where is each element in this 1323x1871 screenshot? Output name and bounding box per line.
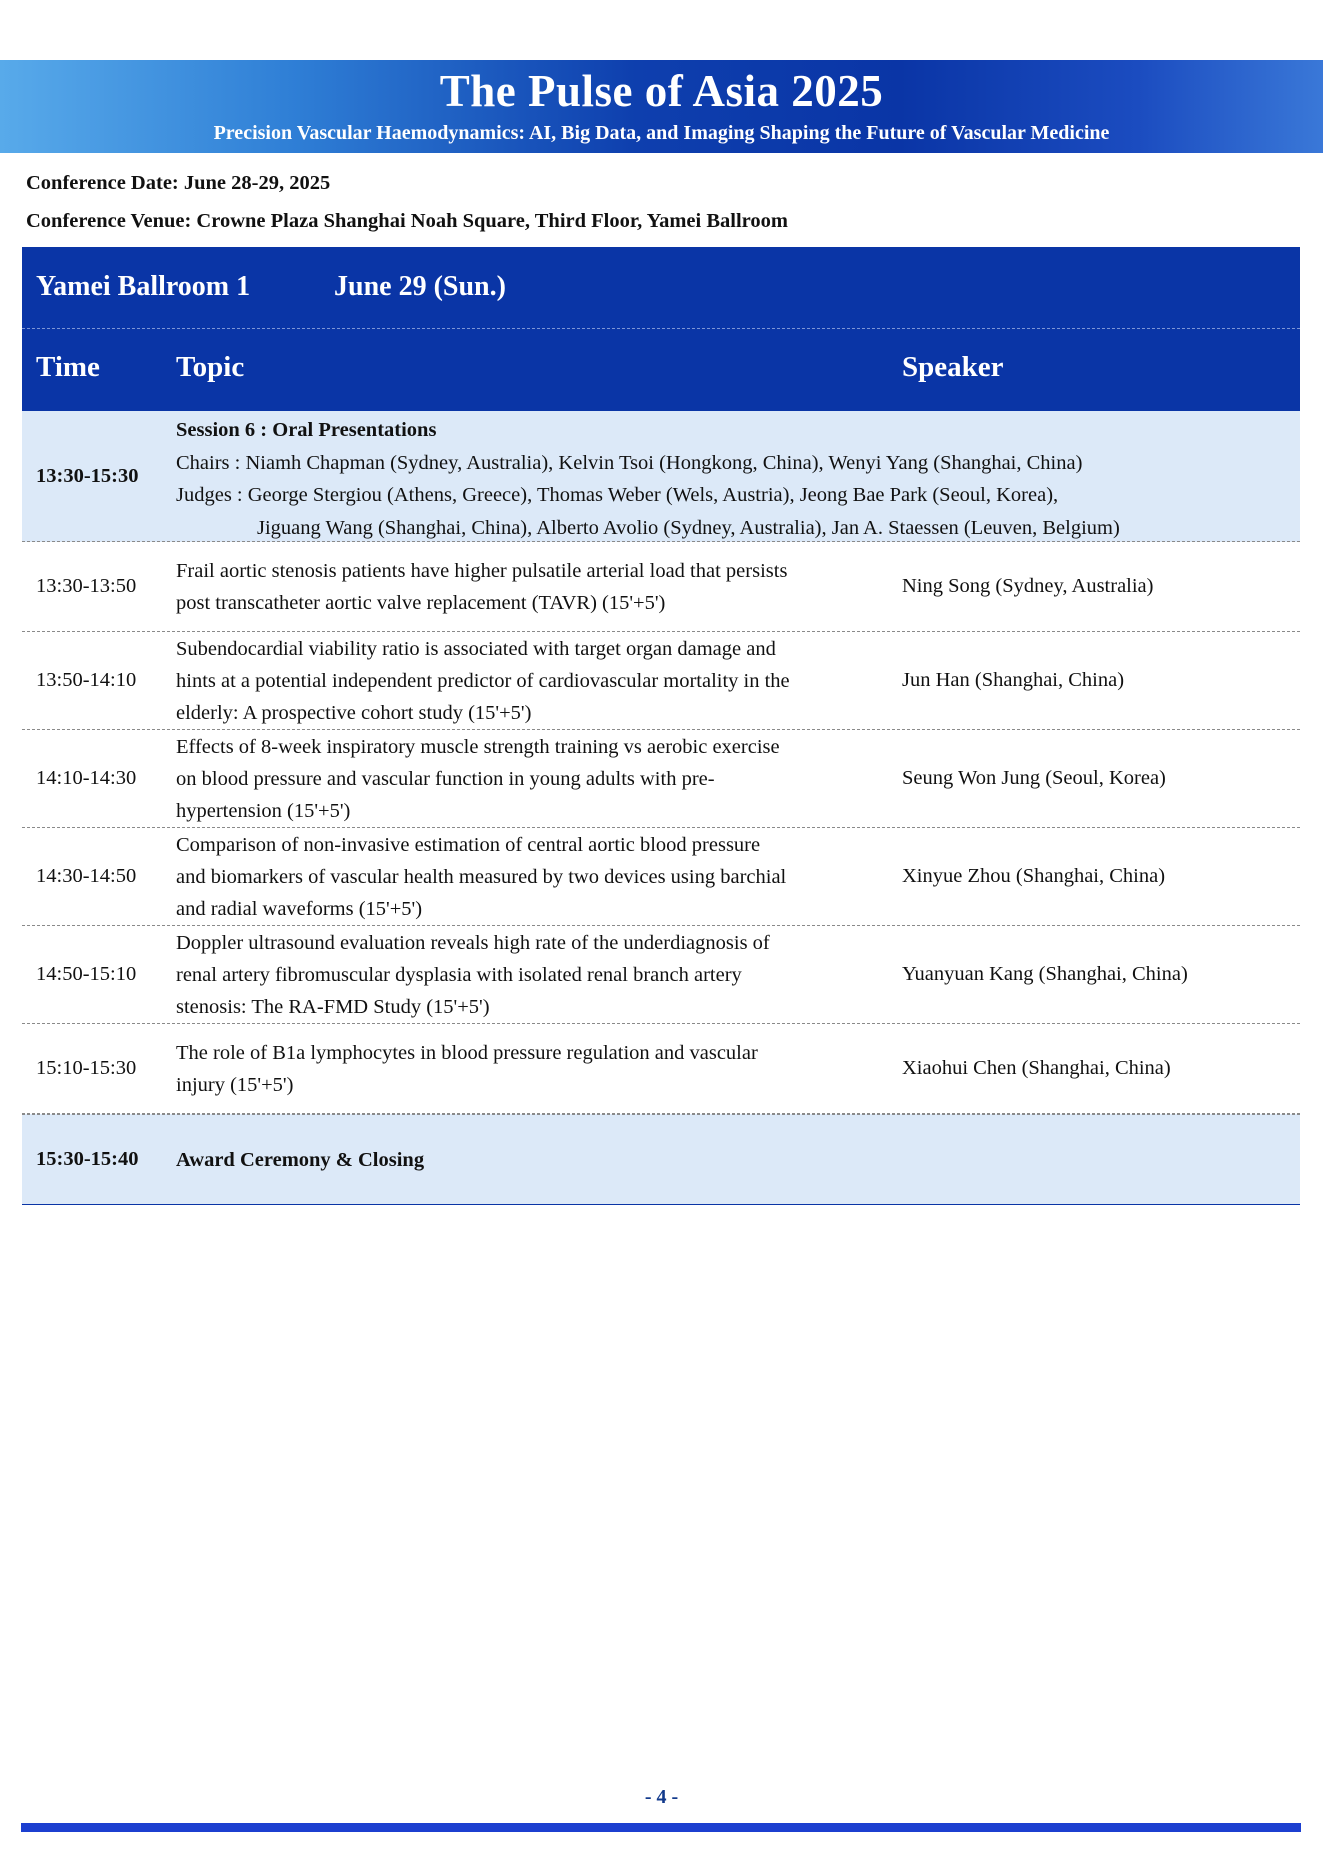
talk-topic	[176, 1024, 906, 1113]
page-number: - 4 -	[644, 1786, 679, 1808]
talk-speaker: Xiaohui Chen (Shanghai, China)	[902, 1057, 1171, 1079]
session-details	[176, 414, 1296, 544]
topic-line: Frail aortic stenosis patients have higher pulsatile arterial load that persists	[176, 559, 788, 582]
room-name: Yamei Ballroom 1	[36, 271, 251, 302]
talk-speaker: Seung Won Jung (Seoul, Korea)	[902, 767, 1166, 789]
title-banner	[0, 60, 1323, 153]
schedule-table	[22, 247, 1300, 1205]
topic-line: hypertension (15'+5')	[176, 799, 351, 822]
table-row	[22, 926, 1300, 1024]
topic-line: renal artery fibromuscular dysplasia with isolated renal branch artery	[176, 963, 742, 986]
column-header	[22, 329, 1300, 411]
session-chairs: Chairs : Niamh Chapman (Sydney, Australia), Kelvin Tsoi (Hongkong, China), Wenyi Yang (Shanghai, China)	[176, 451, 1083, 474]
col-speaker-header: Speaker	[902, 351, 1004, 383]
page-title: The Pulse of Asia 2025	[439, 66, 884, 116]
day-label: June 29 (Sun.)	[334, 271, 506, 302]
table-row	[22, 1024, 1300, 1114]
room-header	[22, 247, 1300, 329]
topic-line: The role of B1a lymphocytes in blood pressure regulation and vascular	[176, 1041, 758, 1064]
footer-bar	[21, 1823, 1301, 1832]
session-time: 13:30-15:30	[36, 464, 139, 487]
talk-time: 14:50-15:10	[36, 963, 137, 985]
talk-speaker: Xinyue Zhou (Shanghai, China)	[902, 865, 1166, 887]
talk-speaker: Jun Han (Shanghai, China)	[902, 669, 1125, 691]
talk-time: 13:30-13:50	[36, 575, 137, 597]
topic-line: post transcatheter aortic valve replacement (TAVR) (15'+5')	[176, 591, 666, 614]
talk-topic	[176, 828, 906, 925]
closing-row	[22, 1114, 1300, 1205]
talk-time: 14:10-14:30	[36, 767, 137, 789]
talk-time: 13:50-14:10	[36, 669, 137, 691]
topic-line: injury (15'+5')	[176, 1073, 294, 1096]
closing-time: 15:30-15:40	[36, 1148, 139, 1170]
col-topic-header: Topic	[176, 351, 245, 383]
col-time-header: Time	[36, 351, 100, 383]
table-row	[22, 730, 1300, 828]
talk-time: 14:30-14:50	[36, 865, 137, 887]
session-row	[22, 411, 1300, 542]
topic-line: Doppler ultrasound evaluation reveals high rate of the underdiagnosis of	[176, 931, 770, 954]
topic-line: Comparison of non-invasive estimation of central aortic blood pressure	[176, 833, 761, 856]
conference-venue: Conference Venue: Crowne Plaza Shanghai Noah Square, Third Floor, Yamei Ballroom	[26, 210, 788, 232]
conference-date: Conference Date: June 28-29, 2025	[26, 172, 331, 194]
topic-line: Effects of 8-week inspiratory muscle strength training vs aerobic exercise	[176, 735, 780, 758]
session-title: Session 6 : Oral Presentations	[176, 419, 437, 441]
talk-speaker: Ning Song (Sydney, Australia)	[902, 575, 1154, 597]
topic-line: hints at a potential independent predictor of cardiovascular mortality in the	[176, 669, 790, 692]
table-row	[22, 828, 1300, 926]
talk-topic	[176, 542, 906, 631]
session-judges-line1: Judges : George Stergiou (Athens, Greece), Thomas Weber (Wels, Austria), Jeong Bae Park (Seoul, Korea),	[176, 484, 1059, 506]
talk-topic	[176, 632, 906, 729]
table-row	[22, 632, 1300, 730]
topic-line: stenosis: The RA-FMD Study (15'+5')	[176, 995, 490, 1018]
session-judges-line2: Jiguang Wang (Shanghai, China), Alberto Avolio (Sydney, Australia), Jan A. Staessen (Leuven, Belgium)	[257, 516, 1120, 539]
topic-line: and radial waveforms (15'+5')	[176, 897, 423, 920]
topic-line: elderly: A prospective cohort study (15'+5')	[176, 701, 532, 724]
topic-line: on blood pressure and vascular function in young adults with pre-	[176, 767, 715, 790]
page-subtitle: Precision Vascular Haemodynamics: AI, Big Data, and Imaging Shaping the Future of Vascular Medicine	[213, 122, 1110, 144]
talk-topic	[176, 926, 906, 1023]
talk-speaker: Yuanyuan Kang (Shanghai, China)	[902, 963, 1188, 985]
topic-line: and biomarkers of vascular health measured by two devices using barchial	[176, 865, 787, 888]
topic-line: Subendocardial viability ratio is associated with target organ damage and	[176, 637, 776, 660]
talk-topic	[176, 730, 906, 827]
talk-time: 15:10-15:30	[36, 1057, 137, 1079]
table-row	[22, 542, 1300, 632]
closing-title: Award Ceremony & Closing	[176, 1148, 425, 1171]
